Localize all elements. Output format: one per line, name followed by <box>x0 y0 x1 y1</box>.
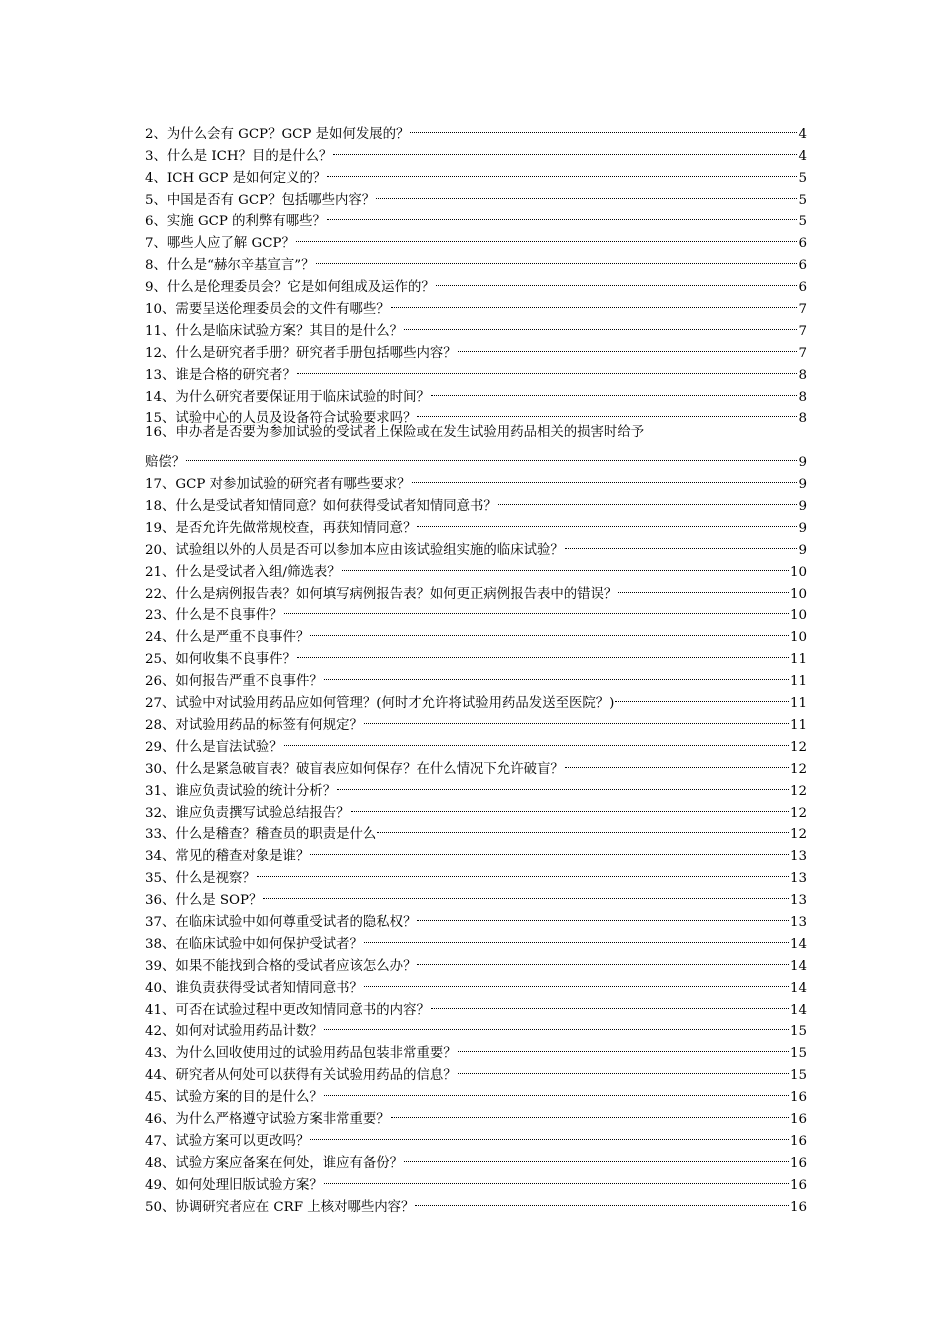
dot-leader <box>284 729 789 751</box>
dot-leader <box>412 466 798 488</box>
toc-entry-page: 8 <box>798 367 807 383</box>
dot-leader <box>337 773 789 795</box>
toc-entry-title: 2、为什么会有 GCP？GCP 是如何发展的？ <box>145 126 410 142</box>
dot-leader <box>417 948 788 970</box>
toc-entry-page: 10 <box>789 564 807 580</box>
toc-entry-page: 12 <box>789 783 807 799</box>
toc-entry-title: 50、协调研究者应在 CRF 上核对哪些内容？ <box>145 1199 415 1215</box>
toc-entry-page: 9 <box>798 477 807 493</box>
toc-entry-page: 9 <box>798 499 807 515</box>
table-of-contents <box>145 116 807 1215</box>
toc-entry-page: 15 <box>789 1068 807 1084</box>
toc-entry-page: 7 <box>798 345 807 361</box>
toc-entry-title: 46、为什么严格遵守试验方案非常重要？ <box>145 1111 390 1127</box>
toc-entry-title: 40、谁负责获得受试者知情同意书？ <box>145 980 363 996</box>
toc-entry-title: 19、是否允许先做常规校查，再获知情同意？ <box>145 520 417 536</box>
dot-leader <box>410 116 797 138</box>
toc-entry-page: 6 <box>798 258 807 274</box>
dot-leader <box>324 1014 789 1036</box>
dot-leader <box>458 1035 789 1057</box>
toc-list <box>145 116 807 427</box>
dot-leader <box>284 598 789 620</box>
toc-entry-title: 14、为什么研究者要保证用于临床试验的时间？ <box>145 389 430 405</box>
dot-leader <box>364 707 789 729</box>
toc-entry-title: 21、什么是受试者入组/筛选表？ <box>145 564 341 580</box>
dot-leader <box>565 751 789 773</box>
toc-entry-title: 28、对试验用药品的标签有何规定？ <box>145 717 363 733</box>
toc-entry-title: 32、谁应负责撰写试验总结报告？ <box>145 805 350 821</box>
toc-entry-title: 6、实施 GCP 的利弊有哪些？ <box>145 214 326 230</box>
dot-leader <box>297 357 798 379</box>
toc-entry-title: 29、什么是盲法试验？ <box>145 739 283 755</box>
dot-leader <box>257 860 789 882</box>
toc-entry-title: 36、什么是 SOP？ <box>145 893 263 909</box>
toc-entry-title: 8、什么是“赫尔辛基宣言”？ <box>145 258 315 274</box>
dot-leader <box>436 269 798 291</box>
toc-entry-page: 16 <box>789 1177 807 1193</box>
dot-leader <box>618 576 789 598</box>
toc-entry-title: 5、中国是否有 GCP？包括哪些内容？ <box>145 192 376 208</box>
dot-leader <box>296 225 798 247</box>
toc-entry-title: 45、试验方案的目的是什么？ <box>145 1090 323 1106</box>
toc-entry-title: 37、在临床试验中如何尊重受试者的隐私权？ <box>145 914 417 930</box>
toc-entry-title: 43、为什么回收使用过的试验用药品包装非常重要？ <box>145 1046 457 1062</box>
dot-leader <box>324 663 789 685</box>
dot-leader <box>310 619 789 641</box>
toc-entry-page: 16 <box>789 1155 807 1171</box>
dot-leader <box>364 970 789 992</box>
toc-entry-page: 14 <box>789 980 807 996</box>
toc-entry[interactable] <box>145 466 807 493</box>
toc-entry-title: 30、什么是紧急破盲表？破盲表应如何保存？在什么情况下允许破盲？ <box>145 761 564 777</box>
toc-entry-title: 11、什么是临床试验方案？其目的是什么？ <box>145 323 404 339</box>
dot-leader <box>458 1057 789 1079</box>
toc-entry-page: 8 <box>798 411 807 427</box>
toc-entry-title: 33、什么是稽查？稽查员的职责是什么 <box>145 827 377 843</box>
toc-entry-page: 5 <box>798 214 807 230</box>
toc-entry-title: 38、在临床试验中如何保护受试者？ <box>145 936 363 952</box>
toc-entry-page: 15 <box>789 1024 807 1040</box>
toc-entry-page: 11 <box>789 652 807 668</box>
dot-leader <box>615 685 789 707</box>
toc-entry-page: 16 <box>789 1199 807 1215</box>
dot-leader <box>263 882 789 904</box>
dot-leader <box>310 838 789 860</box>
toc-entry-page: 9 <box>798 542 807 558</box>
toc-entry-title-line2: 赔偿？ <box>145 455 186 471</box>
dot-leader <box>404 313 797 335</box>
toc-entry-page: 13 <box>789 893 807 909</box>
dot-leader <box>327 204 798 226</box>
toc-entry-title: 35、什么是视察？ <box>145 871 256 887</box>
dot-leader <box>324 1167 789 1189</box>
dot-leader <box>417 904 788 926</box>
toc-entry-page: 6 <box>798 280 807 296</box>
dot-leader <box>431 379 798 401</box>
dot-leader <box>327 160 797 182</box>
dot-leader <box>391 1101 789 1123</box>
dot-leader <box>186 444 797 466</box>
toc-entry-page: 11 <box>789 717 807 733</box>
toc-entry-title: 27、试验中对试验用药品应如何管理？(何时才允许将试验用药品发送至医院？) <box>145 696 615 712</box>
toc-entry-title: 34、常见的稽查对象是谁？ <box>145 849 310 865</box>
dot-leader <box>351 795 789 817</box>
dot-leader <box>333 138 797 160</box>
toc-entry-page: 12 <box>789 805 807 821</box>
toc-entry-page: 16 <box>789 1133 807 1149</box>
toc-entry-title: 18、什么是受试者知情同意？如何获得受试者知情同意书？ <box>145 499 497 515</box>
toc-entry-title: 17、GCP 对参加试验的研究者有哪些要求？ <box>145 477 411 493</box>
toc-entry-title: 7、哪些人应了解 GCP？ <box>145 236 295 252</box>
toc-entry-title-line1: 16、申办者是否要为参加试验的受试者上保险或在发生试验用药品相关的损害时给予 <box>145 425 645 441</box>
dot-leader <box>431 992 789 1014</box>
toc-entry[interactable] <box>145 116 807 142</box>
toc-entry-title: 26、如何报告严重不良事件？ <box>145 674 323 690</box>
toc-entry-page: 7 <box>798 302 807 318</box>
toc-entry-page: 12 <box>789 739 807 755</box>
toc-entry-title: 39、如果不能找到合格的受试者应该怎么办？ <box>145 958 417 974</box>
toc-entry-page: 9 <box>798 520 807 536</box>
dot-leader <box>417 401 797 423</box>
toc-entry-page: 15 <box>789 1046 807 1062</box>
dot-leader <box>415 1189 789 1211</box>
toc-entry-page: 5 <box>798 192 807 208</box>
dot-leader <box>364 926 789 948</box>
dot-leader <box>310 1123 789 1145</box>
toc-entry-page: 9 <box>798 455 807 471</box>
toc-entry-title: 31、谁应负责试验的统计分析？ <box>145 783 337 799</box>
toc-entry[interactable] <box>145 422 807 471</box>
toc-entry-title: 25、如何收集不良事件？ <box>145 652 296 668</box>
dot-leader <box>404 1145 789 1167</box>
toc-entry-title: 44、研究者从何处可以获得有关试验用药品的信息？ <box>145 1068 457 1084</box>
toc-entry-page: 10 <box>789 586 807 602</box>
toc-entry-title: 41、可否在试验过程中更改知情同意书的内容？ <box>145 1002 430 1018</box>
toc-entry-page: 16 <box>789 1111 807 1127</box>
dot-leader <box>297 641 789 663</box>
toc-entry-page: 12 <box>789 827 807 843</box>
dot-leader <box>342 554 789 576</box>
dot-leader <box>498 488 798 510</box>
toc-entry-title: 10、需要呈送伦理委员会的文件有哪些？ <box>145 302 390 318</box>
toc-entry-page: 14 <box>789 958 807 974</box>
dot-leader <box>316 247 798 269</box>
dot-leader <box>458 335 798 357</box>
toc-entry-page: 11 <box>789 696 807 712</box>
dot-leader <box>376 182 797 204</box>
dot-leader <box>377 817 789 839</box>
dot-leader <box>565 532 798 554</box>
toc-entry-page: 13 <box>789 871 807 887</box>
toc-entry-page: 10 <box>789 630 807 646</box>
toc-entry-page: 13 <box>789 849 807 865</box>
toc-list <box>145 466 807 1215</box>
toc-entry-title: 47、试验方案可以更改吗？ <box>145 1133 310 1149</box>
dot-leader <box>324 1079 789 1101</box>
toc-entry-page: 4 <box>798 148 807 164</box>
toc-entry-title: 3、什么是 ICH？目的是什么？ <box>145 148 333 164</box>
toc-entry-page: 8 <box>798 389 807 405</box>
toc-entry-title: 12、什么是研究者手册？研究者手册包括哪些内容？ <box>145 345 457 361</box>
toc-entry-title: 49、如何处理旧版试验方案？ <box>145 1177 323 1193</box>
toc-entry-page: 13 <box>789 914 807 930</box>
toc-entry-title: 15、试验中心的人员及设备符合试验要求吗？ <box>145 411 417 427</box>
toc-entry-page: 6 <box>798 236 807 252</box>
toc-entry-page: 14 <box>789 1002 807 1018</box>
toc-entry-title: 24、什么是严重不良事件？ <box>145 630 310 646</box>
toc-entry-page: 7 <box>798 323 807 339</box>
toc-entry-page: 14 <box>789 936 807 952</box>
toc-entry-page: 12 <box>789 761 807 777</box>
toc-entry-title: 4、ICH GCP 是如何定义的？ <box>145 170 327 186</box>
toc-entry-title: 22、什么是病例报告表？如何填写病例报告表？如何更正病例报告表中的错误？ <box>145 586 618 602</box>
toc-entry-title: 48、试验方案应备案在何处，谁应有备份？ <box>145 1155 404 1171</box>
toc-entry-title: 20、试验组以外的人员是否可以参加本应由该试验组实施的临床试验？ <box>145 542 564 558</box>
toc-entry-page: 4 <box>798 126 807 142</box>
toc-entry-page: 5 <box>798 170 807 186</box>
dot-leader <box>417 510 797 532</box>
toc-entry-title: 9、什么是伦理委员会？它是如何组成及运作的？ <box>145 280 435 296</box>
toc-entry-page: 16 <box>789 1090 807 1106</box>
toc-entry-page: 10 <box>789 608 807 624</box>
toc-entry-page: 11 <box>789 674 807 690</box>
dot-leader <box>391 291 798 313</box>
toc-entry-title: 23、什么是不良事件？ <box>145 608 283 624</box>
toc-entry-title: 13、谁是合格的研究者？ <box>145 367 296 383</box>
toc-entry-title: 42、如何对试验用药品计数？ <box>145 1024 323 1040</box>
